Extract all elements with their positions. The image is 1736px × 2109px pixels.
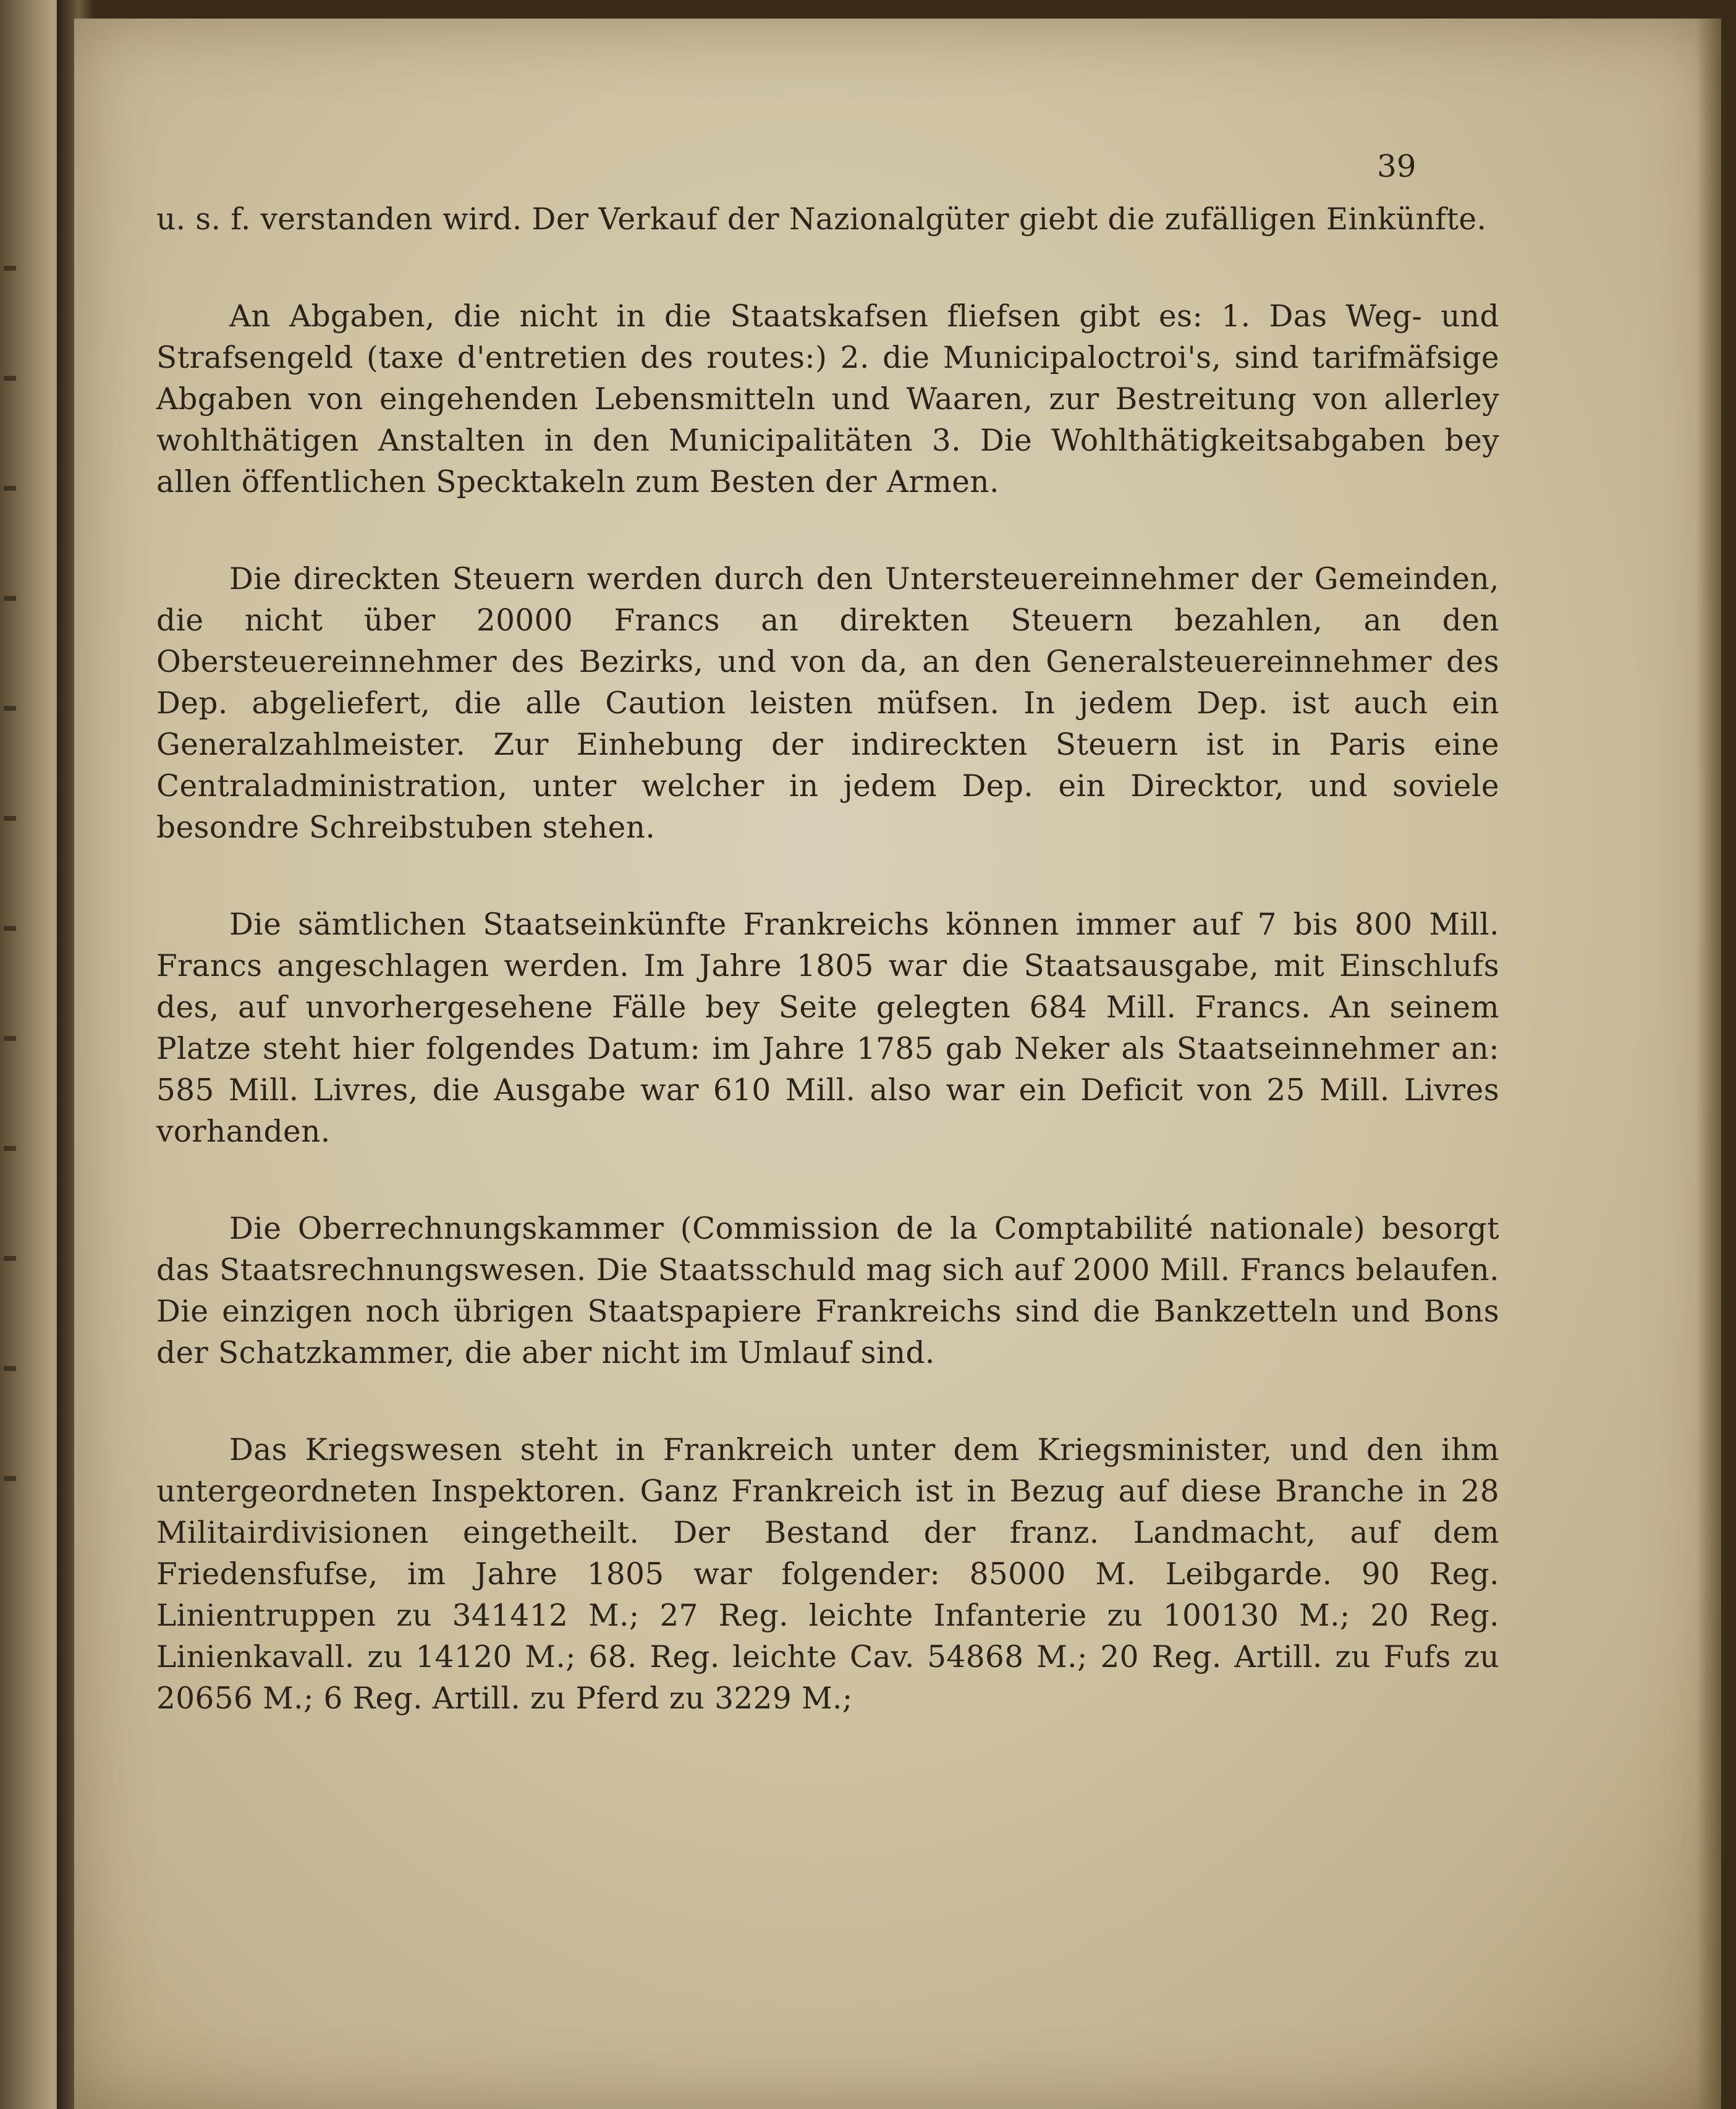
paragraph: Die Oberrechnungskammer (Commission de la Comptabilité nationale) besorgt das Staatsrechnungswesen. Die Staatsschuld mag sich auf 2000 Mill. Francs belaufen. Die einzigen noch übrigen Staatspapiere Frankreichs sind die Bankzetteln und Bons der Schatzkammer, die aber nicht im Umlauf sind. bbox=[156, 1212, 1499, 1370]
book-page bbox=[74, 19, 1721, 2109]
paragraph: An Abgaben, die nicht in die Staatskafsen fliefsen gibt es: 1. Das Weg- und Strafsengeld (taxe d'entretien des routes:) 2. die Municipaloctroi's, sind tarifmäfsige Abgaben von eingehenden Lebensmitteln und Waaren, zur Bestreitung von allerley wohlthätigen Anstalten in den Municipalitäten 3. Die Wohlthätigkeitsabgaben bey allen öffentlichen Specktakeln zum Besten der Armen. bbox=[156, 299, 1499, 499]
paragraph: Das Kriegswesen steht in Frankreich unter dem Kriegsminister, und den ihm untergeordneten Inspektoren. Ganz Frankreich ist in Bezug auf diese Branche in 28 Militairdivisionen eingetheilt. Der Bestand der franz. Landmacht, auf dem Friedensfufse, im Jahre 1805 war folgender: 85000 M. Leibgarde. 90 Reg. Linientruppen zu 341412 M.; 27 Reg. leichte Infanterie zu 100130 M.; 20 Reg. Linienkavall. zu 14120 M.; 68. Reg. leichte Cav. 54868 M.; 20 Reg. Artill. zu Fufs zu 20656 M.; 6 Reg. Artill. zu Pferd zu 3229 M.; bbox=[156, 1433, 1499, 1716]
paragraph: Die sämtlichen Staatseinkünfte Frankreichs können immer auf 7 bis 800 Mill. Francs angeschlagen werden. Im Jahre 1805 war die Staatsausgabe, mit Einschlufs des, auf unvorhergesehene Fälle bey Seite gelegten 684 Mill. Francs. An seinem Platze steht hier folgendes Datum: im Jahre 1785 gab Neker als Staatseinnehmer an: 585 Mill. Livres, die Ausgabe war 610 Mill. also war ein Deficit von 25 Mill. Livres vorhanden. bbox=[156, 907, 1499, 1149]
page-number: 39 bbox=[1377, 148, 1416, 184]
adjacent-page-text-fragments bbox=[4, 161, 16, 1582]
page-text bbox=[156, 199, 1499, 1720]
paragraph: u. s. f. verstanden wird. Der Verkauf der Nazionalgüter giebt die zufälligen Einkünfte. bbox=[156, 202, 1487, 237]
paragraph: Die direckten Steuern werden durch den Untersteuereinnehmer der Gemeinden, die nicht über 20000 Francs an direkten Steuern bezahlen, an den Obersteuereinnehmer des Bezirks, und von da, an den Generalsteuereinnehmer des Dep. abgeliefert, die alle Caution leisten müfsen. In jedem Dep. ist auch ein Generalzahlmeister. Zur Einhebung der indireckten Steuern ist in Paris eine Centraladministration, unter welcher in jedem Dep. ein Direcktor, und soviele besondre Schreibstuben stehen. bbox=[156, 562, 1499, 845]
